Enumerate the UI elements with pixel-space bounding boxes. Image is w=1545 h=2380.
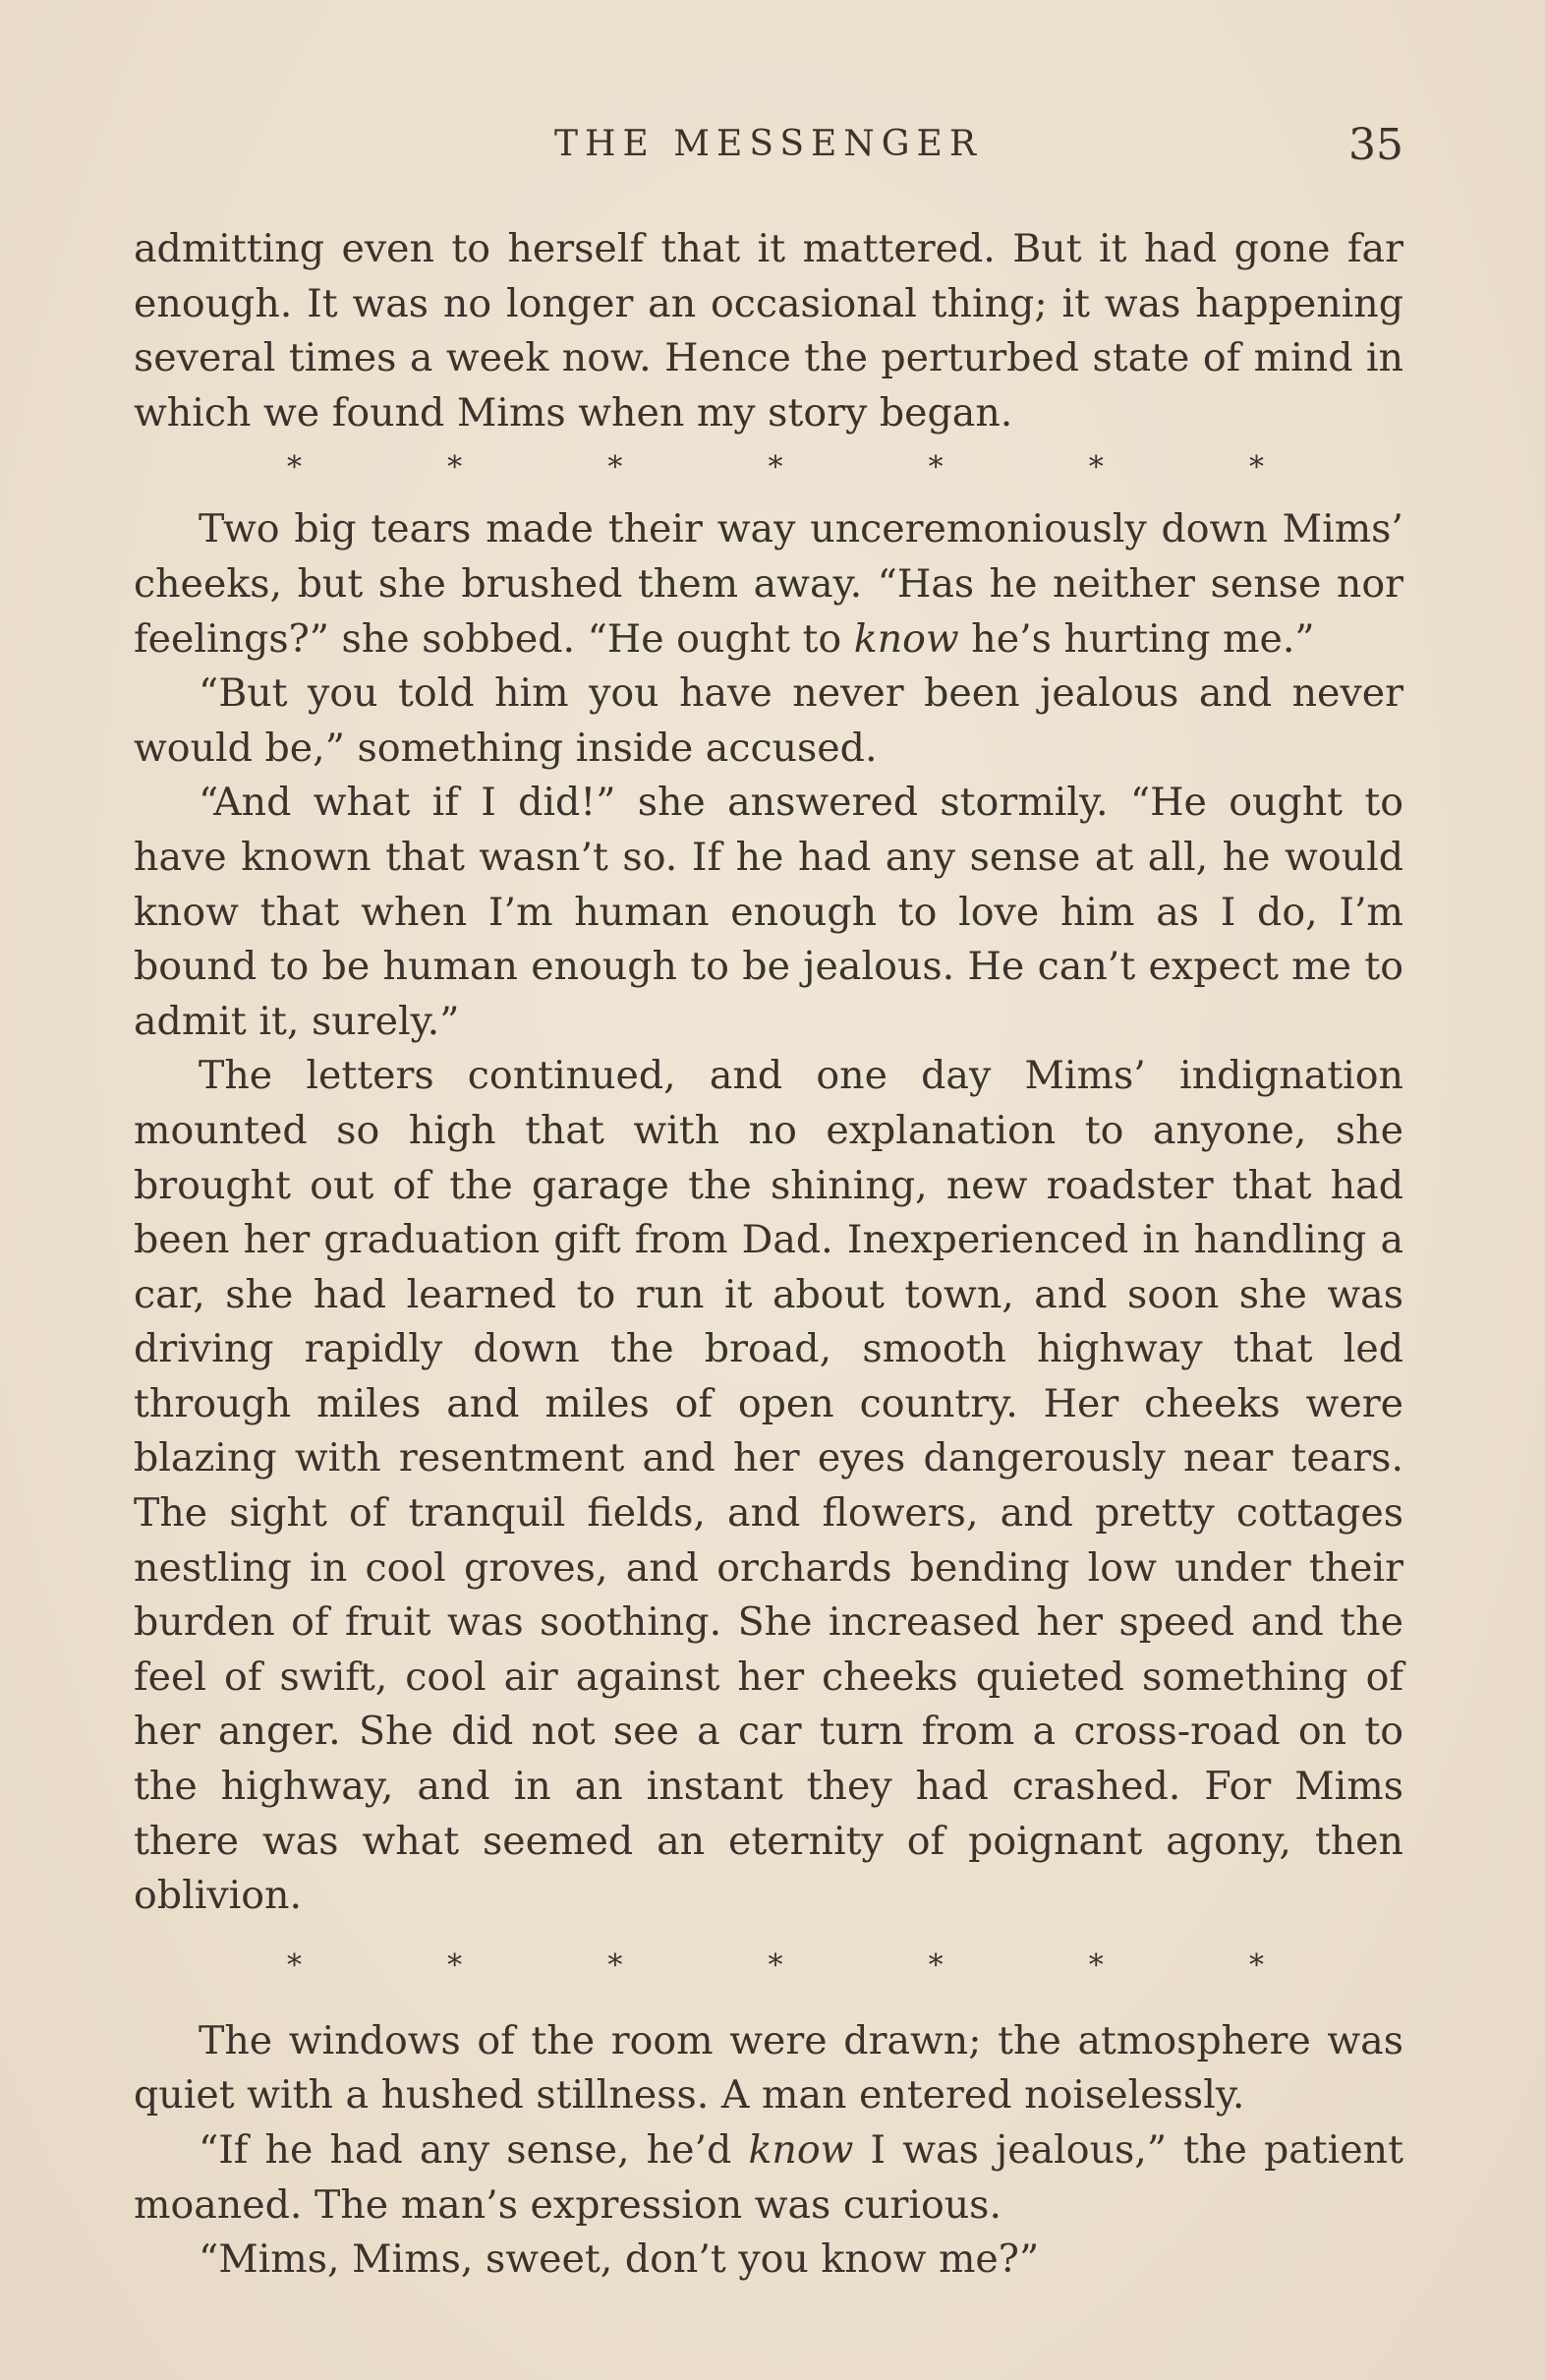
asterism-star: * bbox=[447, 450, 463, 486]
section-break bbox=[134, 440, 1403, 494]
asterism-star: * bbox=[287, 450, 302, 486]
paragraph: “Mims, Mims, sweet, don’t you know me?” bbox=[199, 2236, 1040, 2283]
asterism-star: * bbox=[1248, 450, 1264, 486]
asterism-star: * bbox=[447, 1947, 463, 1983]
section-break bbox=[134, 1934, 1403, 2014]
emphasis: know bbox=[748, 2127, 854, 2173]
asterism-star: * bbox=[287, 1947, 302, 1983]
paragraph-text: “If he had any sense, he’d bbox=[199, 2127, 749, 2173]
emphasis: know bbox=[853, 615, 959, 662]
paragraph-text: he’s hurting me.” bbox=[958, 615, 1315, 662]
paragraph: The windows of the room were drawn; the atmosphere was quiet with a hushed stillness. A man entered noiselessly. bbox=[134, 2017, 1403, 2119]
paragraph bbox=[134, 502, 1403, 667]
paragraph: “And what if I did!” she answered stormily. “He ought to have known that wasn’t so. If he had any sense at all, he would know that when I’m human enough to love him as I do, I’m bound to be human enough to be jealous. He can’t expect me to admit it, surely.” bbox=[134, 780, 1403, 1044]
asterism-star: * bbox=[1088, 1947, 1104, 1983]
paragraph bbox=[134, 2123, 1403, 2233]
paragraph-text: I was jealous,” the patient moaned. The man’s expression was curious. bbox=[134, 2127, 1403, 2228]
asterism-star: * bbox=[928, 450, 944, 486]
asterism-star: * bbox=[768, 1947, 783, 1983]
asterism-star: * bbox=[768, 450, 783, 486]
page-number: 35 bbox=[1348, 120, 1403, 170]
paragraph: The letters continued, and one day Mims’ indignation mounted so high that with no explanation to anyone, she brought out of the garage the shining, new roadster that had been her graduation gift from Dad. Inexperienced in handling a car, she had learned to run it about town, and soon she was driving rapidly down the broad, smooth highway that led through miles and miles of open country. Her cheeks were blazing with resentment and her eyes dangerously near tears. The sight of tranquil fields, and flowers, and pretty cottages nestling in cool groves, and orchards bending low under their burden of fruit was soothing. She increased her speed and the feel of swift, cool air against her cheeks quieted something of her anger. She did not see a car turn from a cross-road on to the highway, and in an instant they had crashed. For Mims there was what seemed an eternity of poignant agony, then oblivion. bbox=[134, 1053, 1403, 1919]
page-header bbox=[134, 118, 1403, 177]
body-text bbox=[134, 222, 1403, 2288]
asterism-star: * bbox=[1088, 450, 1104, 486]
asterism-star: * bbox=[607, 1947, 623, 1983]
asterism-star: * bbox=[607, 450, 623, 486]
running-head: THE MESSENGER bbox=[554, 124, 983, 164]
asterism-star: * bbox=[928, 1947, 944, 1983]
paragraph: “But you told him you have never been jealous and never would be,” something inside accused. bbox=[134, 670, 1403, 771]
asterism-star: * bbox=[1248, 1947, 1264, 1983]
paragraph-continuation: admitting even to herself that it mattered. But it had gone far enough. It was no longer an occasional thing; it was happening several times a week now. Hence the perturbed state of mind in which we found Mims when my story began. bbox=[134, 226, 1403, 435]
paragraph-text: Two big tears made their way unceremoniously down Mims’ cheeks, but she brushed them away. “Has he neither sense nor feelings?” she sobbed. “He ought to bbox=[134, 506, 1403, 662]
